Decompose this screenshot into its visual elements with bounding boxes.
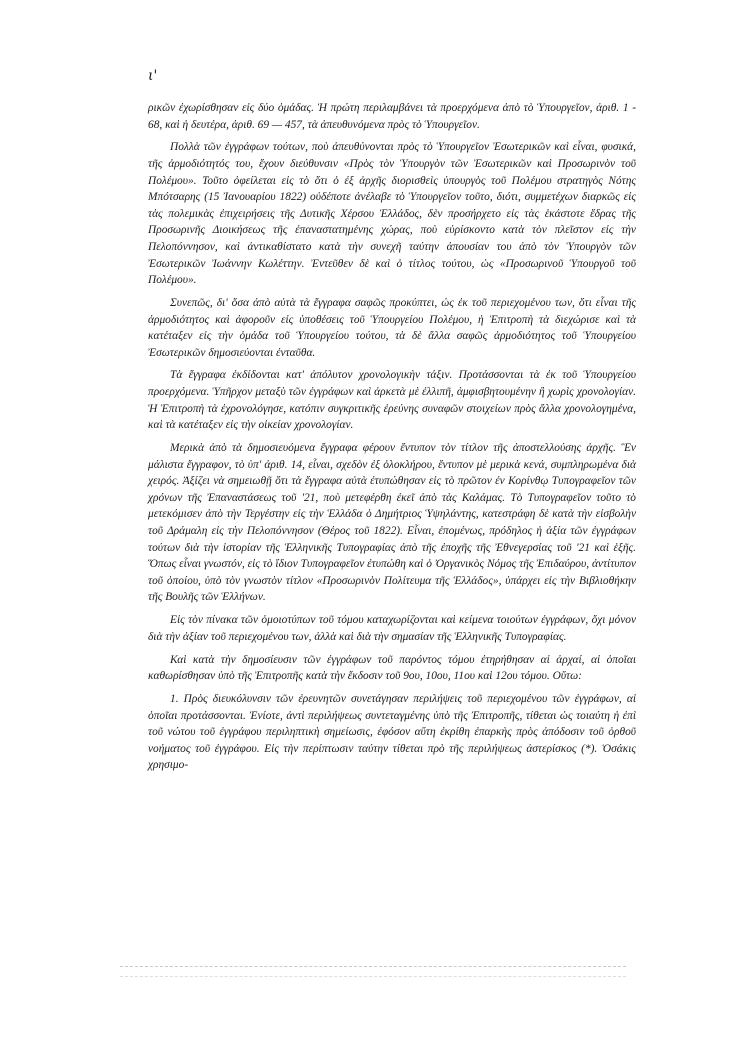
paragraph: Συνεπῶς, δι' ὅσα ἀπὸ αὐτὰ τὰ ἔγγραφα σαφῶς προκύπτει, ὡς ἐκ τοῦ περιεχομένου των, ὅτι εἶναι τῆς ἁρμοδιότητος καὶ ἀφοροῦν εἰς ὑποθέσεις τοῦ Ὑπουργείου Πολέμου, ἡ Ἐπιτροπὴ τὰ διεχώρισε καὶ τὰ κατέταξεν εἰς τὴν ὁμάδα τοῦ Ὑπουργείου τούτου, τὰ δὲ ἄλλα σαφῶς ἁρμοδιότητος τοῦ Ὑπουργείου Ἐσωτερικῶν δημοσιεύονται ἐνταῦθα. [148, 296, 636, 359]
paragraph: Εἰς τὸν πίνακα τῶν ὁμοιοτύπων τοῦ τόμου καταχωρίζονται καὶ κείμενα τοιούτων ἐγγράφων, ὄχι μόνον διὰ τὴν ἀξίαν τοῦ περιεχομένου των, ἀλλὰ καὶ διὰ τὴν σημασίαν τῆς Ἑλληνικῆς Τυπογραφίας. [148, 614, 636, 643]
page-number: ι' [148, 68, 158, 84]
paragraph: Μερικὰ ἀπὸ τὰ δημοσιευόμενα ἔγγραφα φέρουν ἔντυπον τὸν τίτλον τῆς ἀποστελλούσης ἀρχῆς. Ἓν μάλιστα ἔγγραφον, τὸ ὑπ' ἀριθ. 14, εἶναι, σχεδὸν ἐξ ὁλοκλήρου, ἔντυπον μὲ μερικὰ κενά, συμπληρωμένα διὰ χειρός. Ἀξίζει νὰ σημειωθῇ ὅτι τὰ ἔγγραφα αὐτὰ ἐτυπώθησαν εἰς τὸ πρῶτον ἐν Κορίνθῳ Τυπογραφεῖον τῶν χρόνων τῆς Ἐπαναστάσεως τοῦ '21, ποὺ μετεφέρθη ἐκεῖ ἀπὸ τὰς Καλάμας. Τὸ Τυπογραφεῖον τοῦτο τὸ μετεκόμισεν ἀπὸ τὴν Τεργέστην εἰς τὴν Ἑλλάδα ὁ Δημήτριος Ὑψηλάντης, κατεστράφη δὲ κατὰ τὴν εἰσβολὴν τοῦ Δράμαλη εἰς τὴν Πελοπόννησον (Θέρος τοῦ 1822). Εἶναι, ἐπομένως, πρόδηλος ἡ ἀξία τῶν ἐγγράφων τούτων διὰ τὴν ἱστορίαν τῆς Ἑλληνικῆς Τυπογραφίας ἀπὸ τῆς ἐποχῆς τῆς Ἐθνεγερσίας τοῦ '21 καὶ ἑξῆς. Ὅπως εἶναι γνωστόν, εἰς τὸ ἴδιον Τυπογραφεῖον ἐτυπώθη καὶ ὁ Ὀργανικὸς Νόμος τῆς Ἐπιδαύρου, ἀντίτυπον τοῦ ὁποίου, ὑπὸ τὸν γνωστὸν τίτλον «Προσωρινὸν Πολίτευμα τῆς Ἑλλάδος», ὑπάρχει εἰς τὴν Βιβλιοθήκην τῆς Βουλῆς τῶν Ἑλλήνων. [148, 442, 636, 604]
paragraph: ρικῶν ἐχωρίσθησαν εἰς δύο ὁμάδας. Ἡ πρώτη περιλαμβάνει τὰ προερχόμενα ἀπὸ τὸ Ὑπουργεῖον, ἀριθ. 1 - 68, καὶ ἡ δευτέρα, ἀριθ. 69 — 457, τὰ ἀπευθυνόμενα πρὸς τὸ Ὑπουργεῖον. [148, 102, 636, 131]
paragraph: Τὰ ἔγγραφα ἐκδίδονται κατ' ἀπόλυτον χρονολογικὴν τάξιν. Προτάσσονται τὰ ἐκ τοῦ Ὑπουργείου προερχόμενα. Ὑπῆρχον μεταξὺ τῶν ἐγγράφων καὶ ἀρκετὰ μὲ ἐλλιπῆ, ἀμφισβητουμένην ἢ χωρὶς χρονολογίαν. Ἡ Ἐπιτροπὴ τὰ ἐχρονολόγησε, κατόπιν συγκριτικῆς ἐρεύνης συναφῶν στοιχείων πρὸς ἄλλα χρονολογημένα, καὶ τὰ κατέταξεν εἰς τὴν οἰκείαν χρονολογίαν. [148, 369, 636, 432]
paragraph: Πολλὰ τῶν ἐγγράφων τούτων, ποὺ ἀπευθύνονται πρὸς τὸ Ὑπουργεῖον Ἐσωτερικῶν καὶ εἶναι, φυσικά, τῆς ἁρμοδιότητός του, ἔχουν διεύθυνσιν «Πρὸς τὸν Ὑπουργὸν τῶν Ἐσωτερικῶν καὶ Προσωρινὸν τοῦ Πολέμου». Τοῦτο ὀφείλεται εἰς τὸ ὅτι ὁ ἐξ ἀρχῆς διορισθεὶς ὑπουργὸς τοῦ Πολέμου στρατηγὸς Νότης Μπότσαρης (15 Ἰανουαρίου 1822) οὐδέποτε ἀνέλαβε τὸ Ὑπουργεῖον τοῦτο, διότι, συμμετέχων διαρκῶς εἰς τὰς πολεμικὰς ἐπιχειρήσεις τῆς Δυτικῆς Χέρσου Ἑλλάδος, δὲν προσήρχετο εἰς τὰς ἑκάστοτε ἕδρας τῆς Προσωρινῆς Διοικήσεως τῆς ἐπαναστατημένης χώρας, ποὺ εὑρίσκοντο κατὰ τὸν πλεῖστον εἰς τὴν Πελοπόννησον, καὶ ἀντικαθίστατο κατὰ τὴν συνεχῆ ταύτην ἀπουσίαν του ἀπὸ τὸν Ὑπουργὸν τῶν Ἐσωτερικῶν Ἰωάννην Κωλέττην. Ἐντεῦθεν δὲ καὶ ὁ τίτλος τούτου, ὡς «Προσωρινοῦ Ὑπουργοῦ τοῦ Πολέμου». [148, 141, 636, 287]
paragraph: 1. Πρὸς διευκόλυνσιν τῶν ἐρευνητῶν συνετάγησαν περιλήψεις τοῦ περιεχομένου τῶν ἐγγράφων, αἱ ὁποῖαι προτάσσονται. Ἐνίοτε, ἀντὶ περιλήψεως συντεταγμένης ὑπὸ τῆς Ἐπιτροπῆς, τίθεται ὡς τοιαύτη ἡ ἐπὶ τοῦ νώτου τοῦ ἐγγράφου περιληπτικὴ σημείωσις, ἐφόσον αὕτη ἐκρίθη ἐπαρκὴς πρὸς ἀπόδοσιν τοῦ ὀρθοῦ νοήματος τοῦ ἐγγράφου. Εἰς τὴν περίπτωσιν ταύτην τίθεται πρὸ τῆς περιλήψεως ἀστερίσκος (*). Ὁσάκις χρησιμο- [148, 692, 636, 772]
scan-footer-rule [120, 966, 626, 967]
scan-footer-rule [120, 976, 626, 977]
body-text [148, 100, 636, 774]
paragraph: Καὶ κατὰ τὴν δημοσίευσιν τῶν ἐγγράφων τοῦ παρόντος τόμου ἐτηρήθησαν αἱ ἀρχαί, αἱ ὁποῖαι καθωρίσθησαν ὑπὸ τῆς Ἐπιτροπῆς κατὰ τὴν ἔκδοσιν τοῦ 9ου, 10ου, 11ου καὶ 12ου τόμου. Οὕτω: [148, 653, 636, 683]
